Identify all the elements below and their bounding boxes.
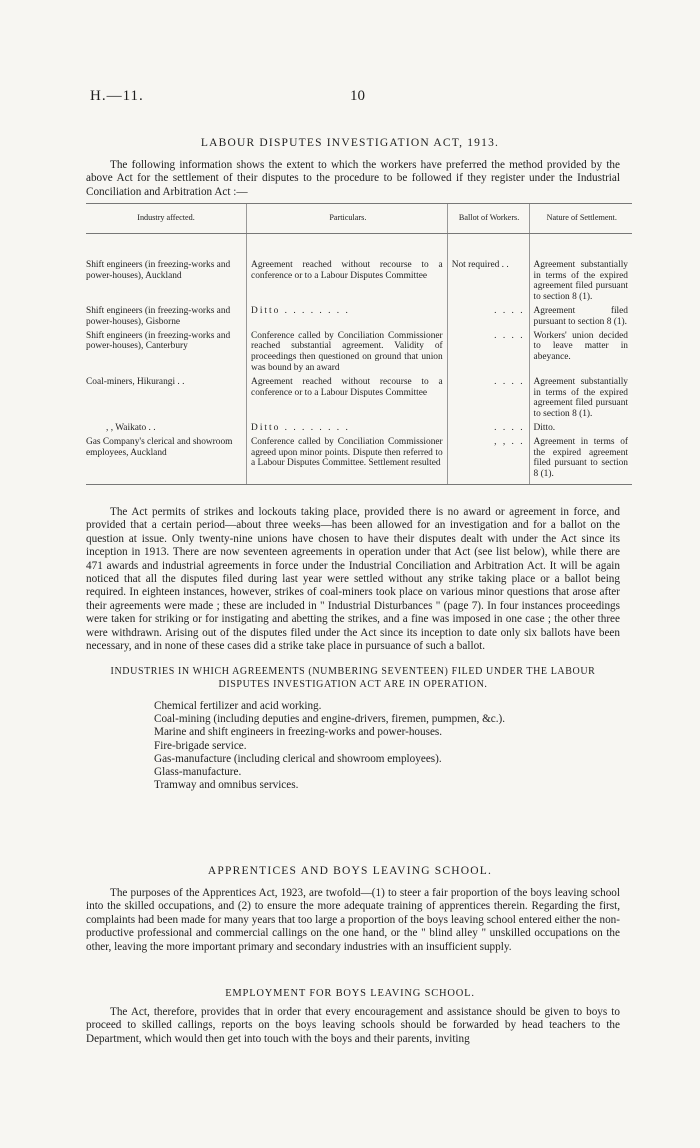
employment-paragraph: The Act, therefore, provides that in order that every encouragement and assistance should be given to boys to proceed to skilled callings, reports on the boys leaving schools should be forwarded by head teachers to the Department, which would then get into touch with the boys and their parents, inviting [86, 1006, 620, 1045]
table-row [86, 306, 632, 331]
table-row [86, 423, 632, 437]
disputes-table [86, 203, 632, 485]
cell-industry: Shift engineers (in freezing-works and power-houses), Canterbury [86, 330, 231, 352]
cell-ballot: . . . . [447, 377, 529, 423]
list-item: Tramway and omnibus services. [154, 779, 299, 792]
list-item: Glass-manufacture. [154, 766, 242, 779]
section-title-apprentices: APPRENTICES AND BOYS LEAVING SCHOOL. [207, 865, 493, 877]
cell-particulars: Agreement reached without recourse to a conference or to a Labour Disputes Committee [247, 233, 448, 306]
cell-ballot: Not required . . [447, 233, 529, 306]
cell-settlement: Agreement in terms of the expired agreement filed pursuant to section 8 (1). [529, 437, 632, 485]
list-item: Chemical fertilizer and acid working. [154, 700, 322, 712]
cell-particulars: Conference called by Conciliation Commissioner reached substantial agreement. Validity of proceedings then questioned on ground that union was bound by an award [247, 331, 448, 377]
table-row [86, 437, 632, 485]
cell-settlement: Workers' union decided to leave matter in abeyance. [529, 331, 632, 377]
column-header-particulars: Particulars. [247, 204, 448, 234]
report-reference: H.—11. [90, 88, 144, 104]
table-row [86, 331, 632, 377]
cell-settlement: Agreement substantially in terms of the expired agreement filed pursuant to section 8 (1). [529, 377, 632, 423]
cell-industry: , , Waikato . . [106, 422, 156, 433]
list-item: Marine and shift engineers in freezing-works and power-houses. [154, 726, 443, 739]
cell-settlement: Agreement substantially in terms of the expired agreement filed pursuant to section 8 (1). [529, 233, 632, 306]
cell-particulars: Ditto . . . . . . . . [247, 423, 448, 437]
employment-heading: EMPLOYMENT FOR BOYS LEAVING SCHOOL. [225, 988, 475, 999]
section-title-labour-disputes: LABOUR DISPUTES INVESTIGATION ACT, 1913. [200, 137, 500, 149]
cell-ballot: . . . . [447, 306, 529, 331]
cell-particulars: Ditto . . . . . . . . [247, 306, 448, 331]
table-row [86, 377, 632, 423]
cell-particulars: Agreement reached without recourse to a conference or to a Labour Disputes Committee [247, 377, 448, 423]
column-header-industry: Industry affected. [86, 204, 247, 234]
cell-ballot: , , . . [447, 437, 529, 485]
apprentices-paragraph: The purposes of the Apprentices Act, 1923, are twofold—(1) to steer a fair proportion of the boys leaving school into the skilled occupations, and (2) to ensure the more adequate training of apprentices therein. Regarding the first, complaints had been made for many years that too large a proportion of the boys leaving school entered either the non-productive professional and commercial callings on the one hand, or the " blind alley " unskilled occupations on the other, leaving the more important primary and secondary industries with an insufficient supply. [86, 887, 620, 953]
cell-industry: Gas Company's clerical and showroom employees, Auckland [86, 437, 247, 485]
cell-ballot: . . . . [447, 423, 529, 437]
cell-settlement: Agreement filed pursuant to section 8 (1). [529, 306, 632, 331]
cell-industry: Shift engineers (in freezing-works and power-houses), Gisborne [86, 305, 231, 327]
column-header-settlement: Nature of Settlement. [529, 204, 632, 234]
list-item: Fire-brigade service. [154, 739, 247, 752]
table-row [86, 233, 632, 306]
cell-particulars: Conference called by Conciliation Commissioner agreed upon minor points. Dispute then referred to a Labour Disputes Committee. Settlement resulted [247, 437, 448, 485]
industries-heading: INDUSTRIES IN WHICH AGREEMENTS (NUMBERING SEVENTEEN) FILED UNDER THE LABOUR DISPUTES INVESTIGATION ACT ARE IN OPERATION. [110, 666, 596, 690]
cell-ballot: . . . . [447, 331, 529, 377]
industries-list [154, 700, 505, 792]
table-header-row [86, 204, 632, 234]
intro-paragraph: The following information shows the extent to which the workers have preferred the method provided by the above Act for the settlement of their disputes to the procedure to be followed if they register under the Industrial Conciliation and Arbitration Act :— [86, 159, 620, 198]
page-number: 10 [350, 88, 365, 104]
list-item: Coal-mining (including deputies and engine-drivers, firemen, pumpmen, &c.). [154, 713, 506, 726]
cell-industry: Shift engineers (in freezing-works and power-houses), Auckland [86, 259, 231, 281]
strikes-paragraph: The Act permits of strikes and lockouts taking place, provided there is no award or agreement in force, and provided that a certain period—about three weeks—has been allowed for an investigation and for a ballot on the question at issue. Only twenty-nine unions have chosen to have their disputes dealt with under the Act since its inception in 1913. There are now seventeen agreements in operation under that Act (see list below), while there are 471 awards and industrial agreements in force under the Industrial Conciliation and Arbitration Act. It will be again noticed that all the disputes filed during last year were settled without any strike taking place or a ballot being required. In eighteen instances, however, strikes of coal-miners took place on various minor questions that arose after their agreements were made ; these are included in " Industrial Disturbances " (page 7). In four instances proceedings were taken for striking or for instigating and abetting the strikes, and a fine was imposed in one case ; the other three were withdrawn. Arising out of the disputes filed under the Act since its inception to date only six ballots have been necessary, and in none of these cases did a strike take place in pursuance of such a ballot. [86, 506, 620, 653]
cell-industry: Coal-miners, Hikurangi . . [86, 376, 185, 387]
list-item: Gas-manufacture (including clerical and showroom employees). [154, 752, 442, 765]
column-header-ballot: Ballot of Workers. [447, 204, 529, 234]
cell-settlement: Ditto. [529, 423, 632, 437]
